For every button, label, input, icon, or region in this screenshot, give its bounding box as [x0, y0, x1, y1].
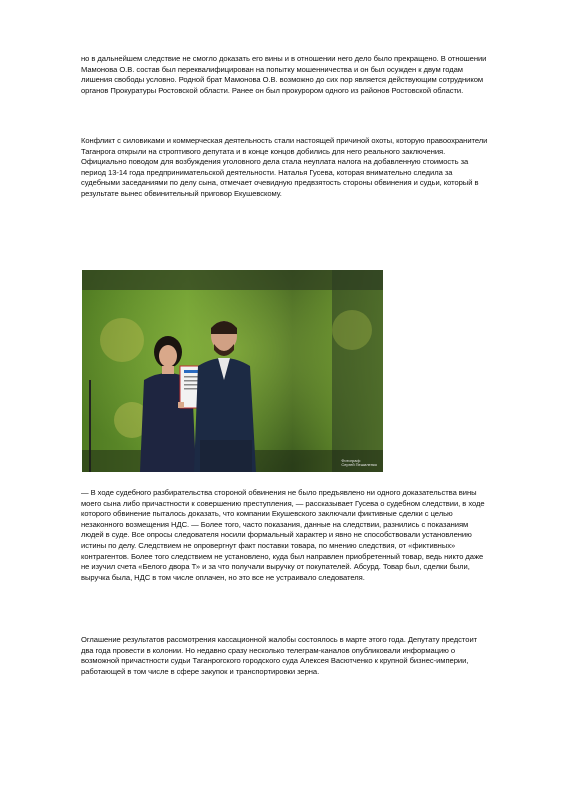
photo-illustration: [82, 270, 383, 472]
article-photo: [82, 270, 383, 472]
photo-credit-line-2: Сергей Пешиленко: [341, 462, 377, 468]
paragraph-4: Оглашение результатов рассмотрения кассационной жалобы состоялось в марте этого года. Депутату предстоит два года провести в колонии. Но недавно сразу несколько телеграм-каналов опубликовали информацию о возможной причастности судьи Таганрогского городского суда Алексея Васютченко к крупной бизнес-империи, работающей в том числе в сфере закупок и транспортировки зерна.: [81, 635, 478, 676]
paragraph-1: но в дальнейшем следствие не смогло доказать его вины и в отношении него дело было прекращено. В отношении Мамонова О.В. состав был переквалифицирован на попытку мошенничества и он был осужден к двум годам лишения свободы условно. Родной брат Мамонова О.В. возможно до сих пор является действующим сотрудником органов Прокуратуры Ростовской области. Ранее он был прокурором одного из районов Ростовской области.: [81, 54, 487, 95]
photo-credit: [341, 459, 377, 468]
paragraph-2: Конфликт с силовиками и коммерческая деятельность стали настоящей причиной охоты, которую правоохранители Таганрога открыли на строптивого депутата и в конце концов добились для него реального заключения. Официально поводом для возбуждения уголовного дела стала неуплата налога на добавленную стоимость за период 13-14 года предпринимательской деятельности. Наталья Гусева, которая внимательно следила за судебными заседаниями по делу сына, отмечает очевидную предвзятость стороны обвинения и судьи, который в результате вынес обвинительный приговор Екушевскому.: [81, 136, 488, 198]
photo-credit-line-1: Фотограф:: [341, 457, 361, 463]
paragraph-3: — В ходе судебного разбирательства стороной обвинения не было предъявлено ни одного доказательства вины моего сына либо причастности к совершению преступления, — рассказывает Гусева о судебном следствии, в ходе которого обвинение пыталось доказать, что компании Екушевского заключали фиктивные сделки с целью незаконного возмещения НДС. — Более того, часто показания, данные на следствии, разнились с показаниям людей в суде. Все опросы следователя носили формальный характер и явно не способствовали установлению истины по делу. Следствием не опровергнут факт поставки товара, по мнению следствия, от «фиктивных» контрагентов. Более того следствием не установлено, куда был направлен приобретенный товар, ведь никто даже не изучил счета «Белого двора Т» и за что получали выручку от покупателей. Абсурд. Товар был, сделки были, выручка была, НДС в том числе оплачен, но это все не устраивало следователя.: [81, 488, 485, 582]
